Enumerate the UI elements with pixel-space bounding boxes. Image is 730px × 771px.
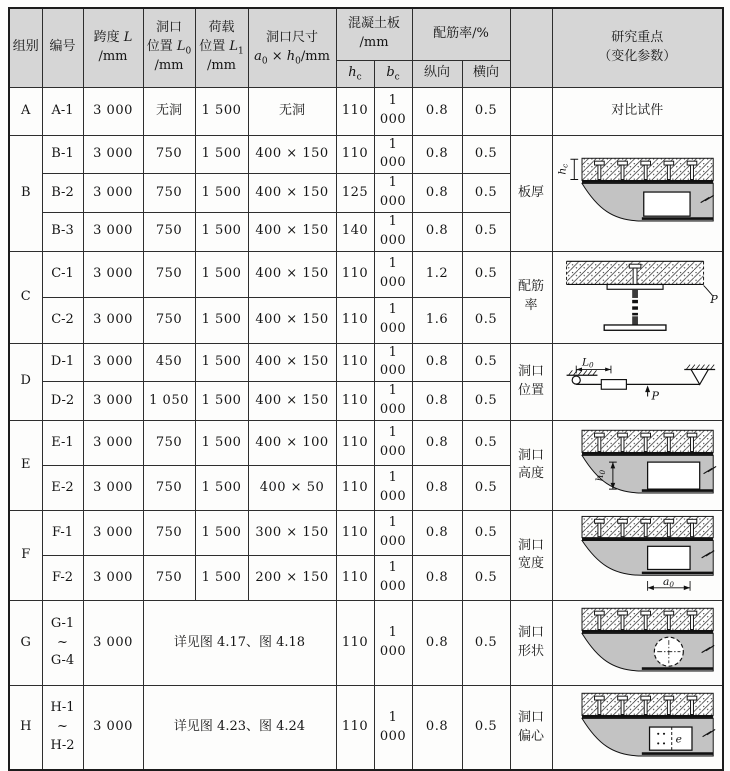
dim-label-hc: hc	[555, 163, 570, 175]
bc-value: 1 000	[374, 382, 412, 421]
table-row	[9, 87, 723, 135]
load-pos-value: 1 500	[195, 87, 248, 135]
load-pos-value: 1 500	[195, 510, 248, 555]
long-ratio-value: 0.8	[412, 685, 462, 770]
hc-value: 110	[336, 510, 374, 555]
trans-ratio-value: 0.5	[462, 297, 510, 343]
col-header-parameter	[510, 8, 552, 87]
opening-pos-value: 750	[143, 135, 195, 174]
opening-size-value: 400 × 150	[248, 343, 336, 382]
long-ratio-value: 0.8	[412, 420, 462, 465]
load-pos-value: 1 500	[195, 212, 248, 251]
opening-size-value: 400 × 100	[248, 420, 336, 465]
load-arrow	[645, 385, 650, 392]
diagram-opening-eccentricity	[555, 688, 719, 768]
hc-value: 125	[336, 174, 374, 213]
hc-value: 110	[336, 465, 374, 510]
opening-pos-value: 750	[143, 555, 195, 600]
specimen-id: B-2	[42, 174, 83, 213]
pin-support-icon	[691, 369, 708, 384]
opening-size-value: 无洞	[248, 87, 336, 135]
bc-value: 1 000	[374, 212, 412, 251]
hc-value: 110	[336, 135, 374, 174]
table-row	[9, 685, 723, 770]
load-pos-value: 1 500	[195, 297, 248, 343]
opening-pos-value: 750	[143, 465, 195, 510]
web-opening-rect	[644, 192, 690, 216]
hc-value: 110	[336, 87, 374, 135]
long-ratio-value: 0.8	[412, 465, 462, 510]
bc-value: 1 000	[374, 251, 412, 297]
specimen-id: C-2	[42, 297, 83, 343]
col-header-concrete-slab: 混凝土板 /mm	[336, 8, 412, 60]
web-opening-rect	[648, 463, 700, 490]
long-ratio-value: 1.6	[412, 297, 462, 343]
hc-value: 110	[336, 251, 374, 297]
load-label-P: P	[710, 292, 719, 306]
bc-value: 1 000	[374, 87, 412, 135]
span-value: 3 000	[83, 600, 143, 685]
col-header-hc: $h_c$	[336, 60, 374, 87]
bc-value: 1 000	[374, 343, 412, 382]
eccentricity-label: e	[675, 732, 683, 746]
diagram-opening-height	[555, 425, 719, 505]
parameter-cell: 洞口高度	[510, 420, 552, 510]
see-figure-note: 详见图 4.17、图 4.18	[143, 600, 336, 685]
hc-value: 110	[336, 382, 374, 421]
group-label: D	[9, 343, 42, 420]
group-label: B	[9, 135, 42, 251]
roller-support-icon	[572, 376, 580, 384]
col-header-load-position: 荷载 位置 $L_1$ /mm	[195, 8, 248, 87]
hc-value: 110	[336, 297, 374, 343]
hc-value: 110	[336, 555, 374, 600]
table-row	[9, 135, 723, 174]
span-value: 3 000	[83, 465, 143, 510]
hc-value: 110	[336, 420, 374, 465]
focus-cell-diagram-slab-thickness	[552, 135, 723, 251]
opening-pos-value: 无洞	[143, 87, 195, 135]
specimen-id: E-2	[42, 465, 83, 510]
opening-size-value: 400 × 150	[248, 382, 336, 421]
long-ratio-value: 0.8	[412, 135, 462, 174]
web-opening-rect	[650, 727, 692, 750]
opening-size-value: 400 × 150	[248, 297, 336, 343]
opening-pos-value: 750	[143, 420, 195, 465]
load-pos-value: 1 500	[195, 555, 248, 600]
load-pos-value: 1 500	[195, 465, 248, 510]
col-header-rebar-ratio: 配筋率/%	[412, 8, 510, 60]
long-ratio-value: 0.8	[412, 600, 462, 685]
focus-cell-diagram-opening-shape	[552, 600, 723, 685]
trans-ratio-value: 0.5	[462, 382, 510, 421]
bc-value: 1 000	[374, 600, 412, 685]
dim-label-L0: L0	[582, 355, 594, 370]
opening-size-value: 200 × 150	[248, 555, 336, 600]
bc-value: 1 000	[374, 420, 412, 465]
trans-ratio-value: 0.5	[462, 87, 510, 135]
col-header-transverse: 横向	[462, 60, 510, 87]
specimen-id: F-1	[42, 510, 83, 555]
trans-ratio-value: 0.5	[462, 174, 510, 213]
diagram-opening-width	[555, 513, 719, 597]
focus-cell-diagram-opening-width	[552, 510, 723, 600]
hc-value: 140	[336, 212, 374, 251]
col-header-id: 编号	[42, 8, 83, 87]
trans-ratio-value: 0.5	[462, 135, 510, 174]
span-value: 3 000	[83, 212, 143, 251]
long-ratio-value: 0.8	[412, 212, 462, 251]
span-value: 3 000	[83, 382, 143, 421]
load-pos-value: 1 500	[195, 420, 248, 465]
focus-cell-diagram-opening-height	[552, 420, 723, 510]
parameter-cell: 洞口宽度	[510, 510, 552, 600]
opening-pos-value: 750	[143, 174, 195, 213]
specimen-id: E-1	[42, 420, 83, 465]
table-row	[9, 600, 723, 685]
long-ratio-value: 1.2	[412, 251, 462, 297]
opening-size-value: 300 × 150	[248, 510, 336, 555]
col-header-longitudinal: 纵向	[412, 60, 462, 87]
diagram-slab-thickness	[555, 153, 719, 233]
bc-value: 1 000	[374, 297, 412, 343]
col-header-group: 组别	[9, 8, 42, 87]
trans-ratio-value: 0.5	[462, 510, 510, 555]
focus-cell-text: 对比试件	[552, 87, 723, 135]
group-label: E	[9, 420, 42, 510]
bc-value: 1 000	[374, 465, 412, 510]
span-value: 3 000	[83, 685, 143, 770]
web-opening-rect	[648, 547, 690, 570]
long-ratio-value: 0.8	[412, 343, 462, 382]
specimen-id: D-1	[42, 343, 83, 382]
group-label: A	[9, 87, 42, 135]
see-figure-note: 详见图 4.23、图 4.24	[143, 685, 336, 770]
span-value: 3 000	[83, 420, 143, 465]
load-pos-value: 1 500	[195, 174, 248, 213]
opening-pos-value: 750	[143, 510, 195, 555]
span-value: 3 000	[83, 555, 143, 600]
diagram-beam-schematic	[555, 353, 719, 411]
specimen-id-range: G-1 ~ G-4	[42, 600, 83, 685]
specimen-id: F-2	[42, 555, 83, 600]
parameter-cell: 洞口位置	[510, 343, 552, 420]
table-row	[9, 343, 723, 382]
bc-value: 1 000	[374, 685, 412, 770]
opening-size-value: 400 × 150	[248, 135, 336, 174]
specimen-parameter-table	[8, 7, 724, 771]
dim-label-h0: h0	[593, 470, 608, 482]
opening-size-value: 400 × 50	[248, 465, 336, 510]
trans-ratio-value: 0.5	[462, 600, 510, 685]
parameter-cell	[510, 87, 552, 135]
specimen-id: A-1	[42, 87, 83, 135]
span-value: 3 000	[83, 510, 143, 555]
group-label: F	[9, 510, 42, 600]
opening-pos-value: 750	[143, 251, 195, 297]
dim-label-a0: a0	[663, 575, 675, 590]
focus-cell-diagram-opening-position	[552, 343, 723, 420]
hc-value: 110	[336, 600, 374, 685]
col-header-opening-size: 洞口尺寸 $a_0 \times h_0/mm$	[248, 8, 336, 87]
specimen-id: D-2	[42, 382, 83, 421]
group-label: G	[9, 600, 42, 685]
specimen-id: B-3	[42, 212, 83, 251]
bc-value: 1 000	[374, 135, 412, 174]
diagram-cross-section	[555, 254, 719, 340]
right-support-ground	[685, 364, 716, 369]
trans-ratio-value: 0.5	[462, 251, 510, 297]
trans-ratio-value: 0.5	[462, 685, 510, 770]
opening-pos-value: 750	[143, 297, 195, 343]
focus-cell-diagram-opening-eccentricity	[552, 685, 723, 770]
long-ratio-value: 0.8	[412, 382, 462, 421]
trans-ratio-value: 0.5	[462, 555, 510, 600]
span-value: 3 000	[83, 135, 143, 174]
parameter-cell: 板厚	[510, 135, 552, 251]
group-label: H	[9, 685, 42, 770]
col-header-research-focus: 研究重点 （变化参数）	[552, 8, 723, 87]
opening-size-value: 400 × 150	[248, 251, 336, 297]
parameter-cell: 洞口偏心	[510, 685, 552, 770]
opening-size-value: 400 × 150	[248, 174, 336, 213]
load-pos-value: 1 500	[195, 135, 248, 174]
opening-size-value: 400 × 150	[248, 212, 336, 251]
load-pos-value: 1 500	[195, 343, 248, 382]
span-value: 3 000	[83, 297, 143, 343]
opening-pos-value: 750	[143, 212, 195, 251]
span-value: 3 000	[83, 174, 143, 213]
col-header-opening-position: 洞口 位置 $L_0$ /mm	[143, 8, 195, 87]
bc-value: 1 000	[374, 555, 412, 600]
left-support-ground	[567, 370, 598, 375]
bc-value: 1 000	[374, 510, 412, 555]
col-header-bc: $b_c$	[374, 60, 412, 87]
opening-pos-value: 1 050	[143, 382, 195, 421]
group-label: C	[9, 251, 42, 343]
table-row	[9, 510, 723, 555]
table-row	[9, 420, 723, 465]
opening-rect	[602, 379, 627, 389]
diagram-opening-shape	[555, 603, 719, 683]
table-row	[9, 251, 723, 297]
span-value: 3 000	[83, 251, 143, 297]
load-label-P: P	[651, 389, 660, 403]
specimen-id-range: H-1 ~ H-2	[42, 685, 83, 770]
parameter-cell: 配筋率	[510, 251, 552, 343]
specimen-id: C-1	[42, 251, 83, 297]
specimen-id: B-1	[42, 135, 83, 174]
long-ratio-value: 0.8	[412, 174, 462, 213]
trans-ratio-value: 0.5	[462, 465, 510, 510]
long-ratio-value: 0.8	[412, 87, 462, 135]
trans-ratio-value: 0.5	[462, 420, 510, 465]
long-ratio-value: 0.8	[412, 555, 462, 600]
load-pos-value: 1 500	[195, 382, 248, 421]
trans-ratio-value: 0.5	[462, 343, 510, 382]
span-value: 3 000	[83, 343, 143, 382]
opening-pos-value: 450	[143, 343, 195, 382]
hc-value: 110	[336, 343, 374, 382]
focus-cell-diagram-rebar-ratio	[552, 251, 723, 343]
hc-value: 110	[336, 685, 374, 770]
trans-ratio-value: 0.5	[462, 212, 510, 251]
load-pos-value: 1 500	[195, 251, 248, 297]
bc-value: 1 000	[374, 174, 412, 213]
span-value: 3 000	[83, 87, 143, 135]
col-header-span: 跨度 L /mm	[83, 8, 143, 87]
parameter-cell: 洞口形状	[510, 600, 552, 685]
long-ratio-value: 0.8	[412, 510, 462, 555]
